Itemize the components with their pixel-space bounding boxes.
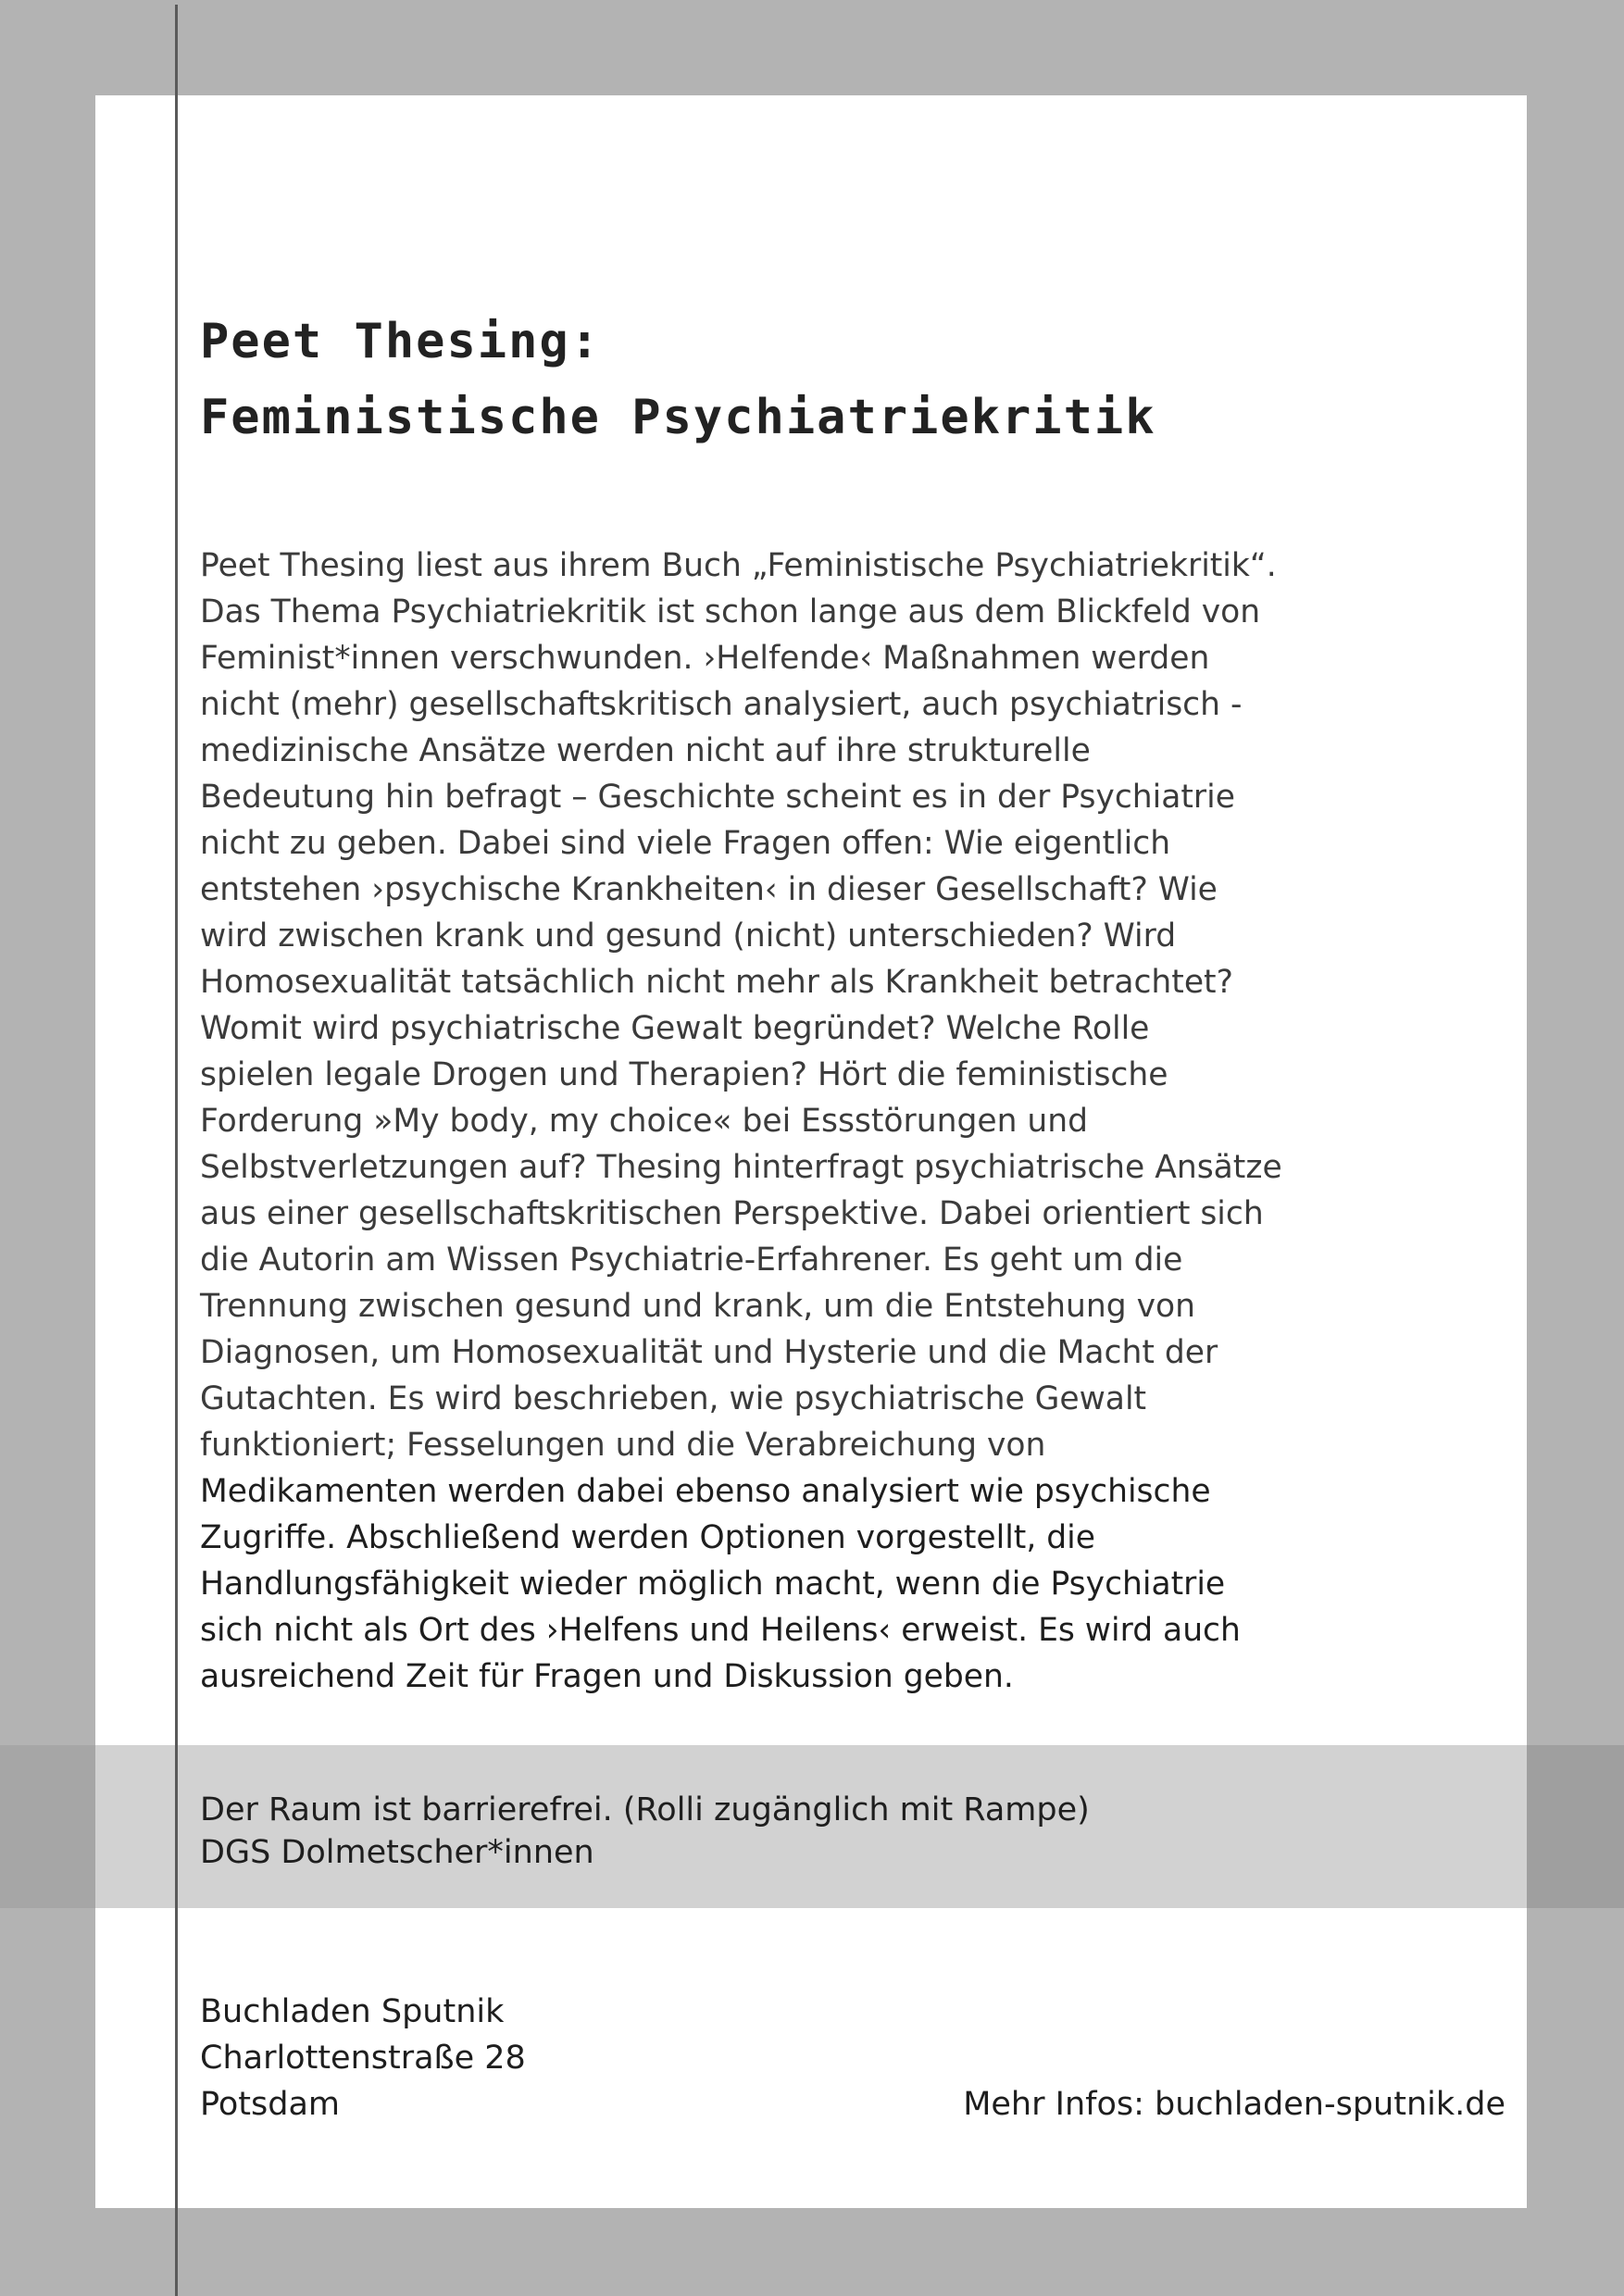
description-line: Selbstverletzungen auf? Thesing hinterfragt psychiatrische Ansätze bbox=[200, 1149, 1282, 1186]
description-line: Diagnosen, um Homosexualität und Hysterie und die Macht der bbox=[200, 1334, 1218, 1371]
venue-city: Potsdam bbox=[200, 2086, 340, 2123]
description-line: medizinische Ansätze werden nicht auf ihre strukturelle bbox=[200, 732, 1091, 769]
description-line: ausreichend Zeit für Fragen und Diskussion geben. bbox=[200, 1658, 1014, 1695]
description-line: Zugriffe. Abschließend werden Optionen vorgestellt, die bbox=[200, 1519, 1095, 1556]
description-line: die Autorin am Wissen Psychiatrie-Erfahrener. Es geht um die bbox=[200, 1242, 1183, 1279]
description-line: Das Thema Psychiatriekritik ist schon lange aus dem Blickfeld von bbox=[200, 593, 1261, 630]
description-line: Forderung »My body, my choice« bei Essstörungen und bbox=[200, 1103, 1089, 1140]
description-line: Womit wird psychiatrische Gewalt begründet? Welche Rolle bbox=[200, 1010, 1150, 1047]
event-title-author: Peet Thesing: bbox=[200, 314, 601, 369]
description-line: nicht zu geben. Dabei sind viele Fragen offen: Wie eigentlich bbox=[200, 825, 1171, 862]
accessibility-sign-language: DGS Dolmetscher*innen bbox=[200, 1834, 594, 1871]
description-line: aus einer gesellschaftskritischen Perspektive. Dabei orientiert sich bbox=[200, 1195, 1264, 1232]
event-title-book: Feministische Psychiatriekritik bbox=[200, 390, 1156, 445]
description-line: Trennung zwischen gesund und krank, um die Entstehung von bbox=[200, 1288, 1196, 1325]
vertical-rule bbox=[175, 5, 178, 2296]
description-line: entstehen ›psychische Krankheiten‹ in dieser Gesellschaft? Wie bbox=[200, 871, 1218, 908]
description-line: Peet Thesing liest aus ihrem Buch „Feministische Psychiatriekritik“. bbox=[200, 547, 1277, 584]
description-line: sich nicht als Ort des ›Helfens und Heilens‹ erweist. Es wird auch bbox=[200, 1612, 1241, 1649]
description-line: Bedeutung hin befragt – Geschichte scheint es in der Psychiatrie bbox=[200, 779, 1235, 816]
venue-address bbox=[200, 1989, 526, 2128]
venue-name: Buchladen Sputnik bbox=[200, 1993, 505, 2030]
event-title bbox=[200, 304, 1156, 455]
event-description bbox=[200, 543, 1404, 1700]
description-line: wird zwischen krank und gesund (nicht) unterschieden? Wird bbox=[200, 917, 1177, 955]
accessibility-info bbox=[200, 1789, 1090, 1874]
description-line: Gutachten. Es wird beschrieben, wie psychiatrische Gewalt bbox=[200, 1380, 1147, 1417]
description-line: Handlungsfähigkeit wieder möglich macht, wenn die Psychiatrie bbox=[200, 1566, 1226, 1603]
accessibility-barrier-free: Der Raum ist barrierefrei. (Rolli zugänglich mit Rampe) bbox=[200, 1791, 1090, 1828]
description-line: funktioniert; Fesselungen und die Verabreichung von bbox=[200, 1427, 1046, 1464]
venue-street: Charlottenstraße 28 bbox=[200, 2040, 526, 2077]
description-line: Feminist*innen verschwunden. ›Helfende‹ Maßnahmen werden bbox=[200, 640, 1210, 677]
description-line: nicht (mehr) gesellschaftskritisch analysiert, auch psychiatrisch - bbox=[200, 686, 1243, 723]
description-line: Medikamenten werden dabei ebenso analysiert wie psychische bbox=[200, 1473, 1211, 1510]
description-line: Homosexualität tatsächlich nicht mehr als Krankheit betrachtet? bbox=[200, 964, 1233, 1001]
info-band-edge-left bbox=[0, 1745, 95, 1908]
more-info-link[interactable]: Mehr Infos: buchladen-sputnik.de bbox=[963, 2086, 1505, 2123]
info-band-edge-right bbox=[1527, 1745, 1624, 1908]
description-line: spielen legale Drogen und Therapien? Hört die feministische bbox=[200, 1056, 1168, 1093]
